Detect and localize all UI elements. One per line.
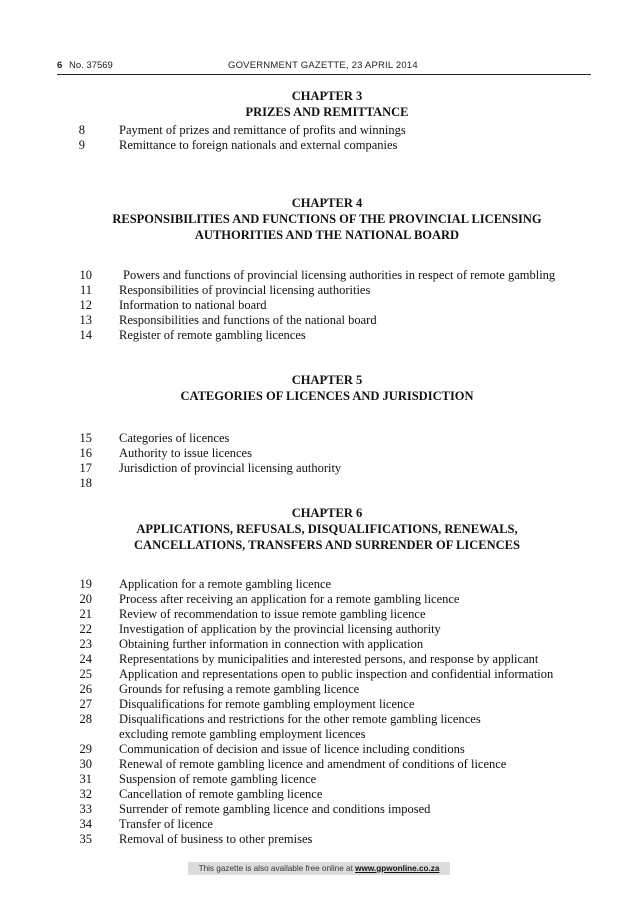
section-number: 26: [79, 682, 92, 696]
section-title: Grounds for refusing a remote gambling licence: [119, 682, 360, 696]
chapter-title-line: PRIZES AND REMITTANCE: [245, 105, 409, 119]
section-title: Remittance to foreign nationals and external companies: [119, 138, 398, 152]
gpwonline-link[interactable]: www.gpwonline.co.za: [355, 864, 440, 873]
section-number: 10: [79, 268, 92, 282]
section-number: 20: [79, 592, 92, 606]
toc-row: [0, 622, 638, 637]
toc-row: [0, 476, 638, 491]
toc-row: [0, 123, 638, 138]
section-number: 27: [79, 697, 92, 711]
toc-row: [0, 832, 638, 847]
section-title: Responsibilities of provincial licensing authorities: [119, 283, 371, 297]
chapter-3-items: [0, 123, 638, 153]
gazette-footer: [188, 862, 450, 875]
header-divider: [57, 74, 591, 75]
section-title: Payment of prizes and remittance of profits and winnings: [119, 123, 406, 137]
chapter-label: CHAPTER 4: [291, 196, 363, 210]
toc-row: [0, 742, 638, 757]
section-title: Jurisdiction of provincial licensing authority: [119, 461, 342, 475]
section-title: Disqualifications and restrictions for the other remote gambling licences excluding remote gambling employment licences: [119, 712, 481, 741]
section-title: Review of recommendation to issue remote gambling licence: [119, 607, 426, 621]
section-number: 25: [79, 667, 92, 681]
chapter-title-line: CANCELLATIONS, TRANSFERS AND SURRENDER OF LICENCES: [134, 538, 520, 552]
section-number: 31: [79, 772, 92, 786]
section-number: 18: [79, 476, 92, 490]
section-number: 17: [79, 461, 92, 475]
section-number: 19: [79, 577, 92, 591]
section-number: 16: [79, 446, 92, 460]
section-title: Representations by municipalities and interested persons, and response by applicant: [119, 652, 539, 666]
section-title: Removal of business to other premises: [119, 832, 313, 846]
toc-row: [0, 268, 638, 283]
chapter-6-items: [0, 577, 638, 847]
toc-row: [0, 817, 638, 832]
section-number: 15: [79, 431, 92, 445]
section-number: 32: [79, 787, 92, 801]
toc-row: [0, 757, 638, 772]
toc-row: [0, 431, 638, 446]
section-title: Application for a remote gambling licence: [119, 577, 332, 591]
chapter-title-line: AUTHORITIES AND THE NATIONAL BOARD: [194, 228, 460, 242]
toc-row: [0, 682, 638, 697]
section-title: Suspension of remote gambling licence: [119, 772, 317, 786]
section-number: 14: [79, 328, 92, 342]
section-number: 30: [79, 757, 92, 771]
chapter-title-line: CATEGORIES OF LICENCES AND JURISDICTION: [180, 389, 474, 403]
section-number: 33: [79, 802, 92, 816]
section-title: Surrender of remote gambling licence and conditions imposed: [119, 802, 431, 816]
toc-row: [0, 313, 638, 328]
section-number: 35: [79, 832, 92, 846]
section-title: Transfer of licence: [119, 817, 213, 831]
section-number: 21: [79, 607, 92, 621]
chapter-label: CHAPTER 6: [291, 506, 363, 520]
gazette-title: GOVERNMENT GAZETTE, 23 APRIL 2014: [228, 60, 418, 71]
section-number: 28: [79, 712, 92, 726]
footer-text: This gazette is also available free online at: [198, 864, 356, 873]
toc-row: [0, 446, 638, 461]
section-number: 34: [79, 817, 92, 831]
toc-row: [0, 283, 638, 298]
section-title: Renewal of remote gambling licence and amendment of conditions of licence: [119, 757, 507, 771]
section-title: Investigation of application by the provincial licensing authority: [119, 622, 441, 636]
section-title: Responsibilities and functions of the national board: [119, 313, 377, 327]
section-number: 11: [79, 283, 92, 297]
chapter-6-heading: [60, 505, 594, 553]
section-title: Process after receiving an application for a remote gambling licence: [119, 592, 460, 606]
section-number: 23: [79, 637, 92, 651]
toc-row: [0, 697, 638, 712]
section-number: 24: [79, 652, 92, 666]
toc-row: [0, 138, 638, 153]
toc-row: [0, 328, 638, 343]
section-number: 29: [79, 742, 92, 756]
section-number: 12: [79, 298, 92, 312]
section-title: Powers and functions of provincial licensing authorities in respect of remote gambling: [123, 268, 556, 282]
chapter-4-heading: [60, 195, 594, 243]
section-title: Communication of decision and issue of licence including conditions: [119, 742, 465, 756]
page-number: 6: [57, 60, 63, 71]
section-number: 9: [78, 138, 85, 152]
chapter-title-line: APPLICATIONS, REFUSALS, DISQUALIFICATIONS, RENEWALS,: [136, 522, 518, 536]
section-title: Categories of licences: [119, 431, 230, 445]
section-number: 13: [79, 313, 92, 327]
chapter-3-heading: [60, 88, 594, 120]
toc-row: [0, 772, 638, 787]
toc-row: [0, 667, 638, 682]
toc-row: [0, 802, 638, 817]
section-title: Cancellation of remote gambling licence: [119, 787, 323, 801]
chapter-5-items: [0, 431, 638, 491]
chapter-4-items: [0, 268, 638, 343]
toc-row: [0, 461, 638, 476]
chapter-label: CHAPTER 3: [291, 89, 363, 103]
toc-row: [0, 607, 638, 622]
section-title: Information to national board: [119, 298, 267, 312]
section-title: Register of remote gambling licences: [119, 328, 306, 342]
toc-row: [0, 652, 638, 667]
chapter-title-line: RESPONSIBILITIES AND FUNCTIONS OF THE PROVINCIAL LICENSING: [112, 212, 542, 226]
section-title: Authority to issue licences: [119, 446, 252, 460]
chapter-5-heading: [60, 372, 594, 404]
toc-row: [0, 712, 638, 742]
toc-row: [0, 592, 638, 607]
section-number: 22: [79, 622, 92, 636]
toc-row: [0, 298, 638, 313]
section-number: 8: [78, 123, 85, 137]
chapter-label: CHAPTER 5: [291, 373, 363, 387]
toc-row: [0, 637, 638, 652]
section-title: Obtaining further information in connection with application: [119, 637, 424, 651]
section-title: Application and representations open to public inspection and confidential information: [119, 667, 554, 681]
toc-row: [0, 787, 638, 802]
issue-number: No. 37569: [69, 60, 113, 71]
toc-row: [0, 577, 638, 592]
section-title: Disqualifications for remote gambling employment licence: [119, 697, 415, 711]
